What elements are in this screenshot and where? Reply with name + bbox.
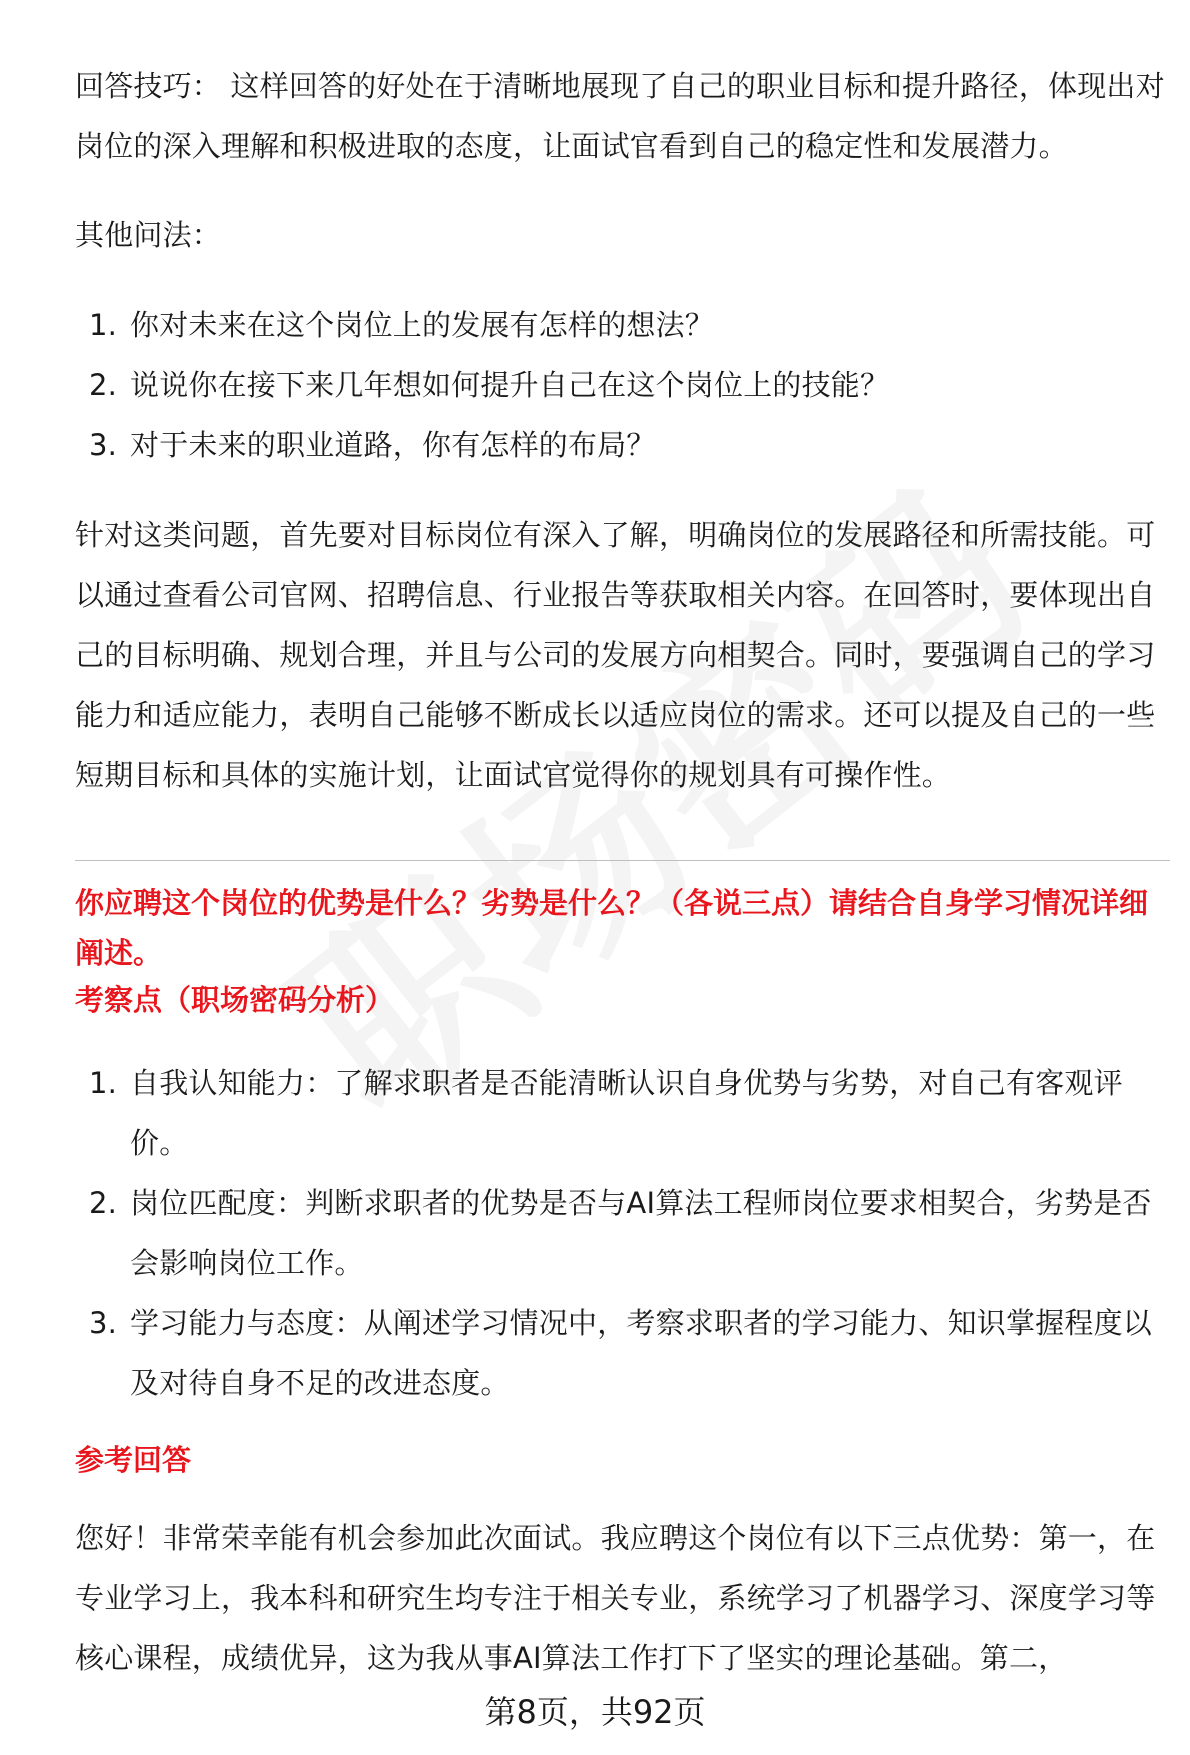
question-title: 你应聘这个岗位的优势是什么？劣势是什么？（各说三点）请结合自身学习情况详细阐述。 — [75, 886, 1149, 970]
list-item-text: 学习能力与态度：从阐述学习情况中，考察求职者的学习能力、知识掌握程度以及对待自身不足的改进态度。 — [130, 1306, 1153, 1400]
list-item — [75, 295, 1175, 355]
list-item-number: 3. — [89, 428, 118, 462]
page-footer: 第8页，共92页 — [484, 1693, 706, 1731]
list-item-number: 2. — [89, 1186, 118, 1220]
list-item-text: 岗位匹配度：判断求职者的优势是否与AI算法工程师岗位要求相契合，劣势是否会影响岗位工作。 — [130, 1186, 1152, 1280]
list-item — [75, 1293, 1175, 1413]
list-item-number: 1. — [89, 1066, 118, 1100]
exam-points-heading: 考察点（职场密码分析） — [75, 983, 395, 1017]
answer-tip-paragraph: 回答技巧： 这样回答的好处在于清晰地展现了自己的职业目标和提升路径，体现出对岗位的深入理解和积极进取的态度，让面试官看到自己的稳定性和发展潜力。 — [75, 69, 1165, 163]
other-questions-list — [75, 295, 1175, 475]
list-item-text: 说说你在接下来几年想如何提升自己在这个岗位上的技能？ — [130, 368, 890, 402]
list-item-text: 你对未来在这个岗位上的发展有怎样的想法？ — [130, 308, 715, 342]
exam-points-list — [75, 1053, 1175, 1413]
list-item — [75, 415, 1175, 475]
list-item-number: 3. — [89, 1306, 118, 1340]
list-item — [75, 355, 1175, 415]
list-item-text: 自我认知能力：了解求职者是否能清晰认识自身优势与劣势，对自己有客观评价。 — [130, 1066, 1123, 1160]
reference-answer-heading: 参考回答 — [75, 1443, 192, 1477]
list-item-text: 对于未来的职业道路，你有怎样的布局？ — [130, 428, 656, 462]
list-item-number: 2. — [89, 368, 118, 402]
other-questions-label: 其他问法： — [75, 218, 222, 252]
section-divider — [75, 860, 1170, 861]
list-item-number: 1. — [89, 308, 118, 342]
list-item — [75, 1053, 1175, 1173]
list-item — [75, 1173, 1175, 1293]
advice-paragraph: 针对这类问题，首先要对目标岗位有深入了解，明确岗位的发展路径和所需技能。可以通过查看公司官网、招聘信息、行业报告等获取相关内容。在回答时，要体现出自己的目标明确、规划合理，并且与公司的发展方向相契合。同时，要强调自己的学习能力和适应能力，表明自己能够不断成长以适应岗位的需求。还可以提及自己的一些短期目标和具体的实施计划，让面试官觉得你的规划具有可操作性。 — [75, 518, 1156, 792]
reference-answer-paragraph: 您好！非常荣幸能有机会参加此次面试。我应聘这个岗位有以下三点优势：第一，在专业学习上，我本科和研究生均专注于相关专业，系统学习了机器学习、深度学习等核心课程，成绩优异，这为我从事AI算法工作打下了坚实的理论基础。第二， — [75, 1521, 1156, 1675]
